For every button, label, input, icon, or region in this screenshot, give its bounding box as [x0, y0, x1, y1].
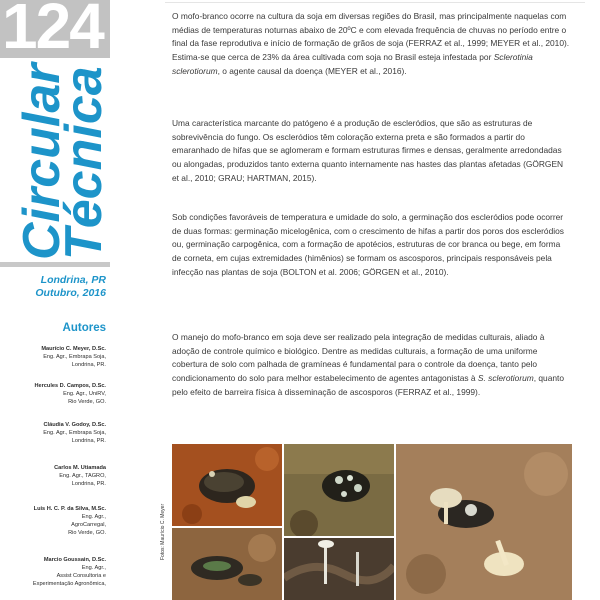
- top-rule: [165, 2, 585, 3]
- divider: [0, 262, 110, 267]
- paragraph-text: , o agente causal da doença (MEYER et al., 2016).: [217, 65, 407, 76]
- author-organization-cont: Experimentação Agronômica,: [32, 581, 106, 587]
- paragraph-text: O manejo do mofo-branco em soja deve ser realizado pela integração de medidas culturais, aliado à adoção de controle químico e biológico. Dentre as medidas culturais, a formação de uma uniforme cobertura de solo com palhada de gramíneas é fundamental para o controle da doença, tanto pelo condicionamento do solo para melhor estabelecimento de agentes antagonistas à: [172, 332, 545, 384]
- place: Londrina, PR: [40, 274, 106, 286]
- photo-credit-text: Fotos: Maurício C. Meyer: [160, 503, 166, 560]
- author-location: Londrina, PR.: [71, 481, 106, 487]
- author-organization: AgroCarregal,: [71, 522, 106, 528]
- paragraph-text: O mofo-branco ocorre na cultura da soja em diversas regiões do Brasil, mas principalmente naquelas com médias de temperaturas noturnas abaixo de 20ºC e com elevada frequência de chuvas no período entre o final da fase reprodutiva e início de formação de grãos de soja (FERRAZ et al., 1999; MEYER et al., 2010). Estima-se que cerca de 23% da área cultivada com soja no Brasil esteja infestada por: [172, 11, 570, 63]
- paragraph: [172, 331, 570, 400]
- series-title-word-1: Circular: [13, 63, 71, 260]
- author-location: Londrina, PR.: [71, 362, 106, 368]
- author-affiliation: Eng. Agr.,: [81, 565, 106, 571]
- paragraph: Uma característica marcante do patógeno é a produção de escleródios, que são as estruturas de sobrevivência do fungo. Os escleródios têm coloração externa preta e são formados a partir do emaranhado de hifas que se aglomeram e formam estruturas firmes e densas, geralmente arredondadas ou alongadas, produzidos tanto externa quanto internamente nas hastes das plantas afetadas (GÖRGEN et al., 2010; GRAU; HARTMAN, 2015).: [172, 118, 564, 183]
- author-entry: [2, 556, 106, 588]
- photo-apothecia: [396, 444, 572, 600]
- author-name: Luis H. C. P. da Silva, M.Sc.: [33, 506, 106, 512]
- photo-mycelium: [284, 538, 394, 600]
- author-entry: [2, 382, 106, 406]
- date: Outubro, 2016: [35, 287, 106, 299]
- author-location: Rio Verde, GO.: [68, 530, 106, 536]
- photo-credit: [160, 442, 170, 562]
- author-entry: [2, 505, 106, 537]
- author-affiliation: Eng. Agr.,: [81, 514, 106, 520]
- paragraph: [172, 10, 570, 79]
- author-entry: [2, 345, 106, 369]
- author-affiliation: Eng. Agr., UniRV,: [63, 391, 106, 397]
- author-name: Cláudia V. Godoy, D.Sc.: [43, 422, 106, 428]
- author-entry: [2, 421, 106, 445]
- photo-sclerotia-on-straw: [172, 528, 282, 600]
- series-title: [0, 62, 113, 262]
- photo-sclerotium-on-soil: [172, 444, 282, 526]
- publication-number: 124: [2, 0, 103, 58]
- species-name: Sclerotinia sclerotiorum: [172, 52, 533, 76]
- series-title-word-2: Técnica: [55, 66, 113, 260]
- author-entry: [2, 464, 106, 488]
- species-name: S. sclerotiorum: [477, 373, 534, 384]
- author-location: Rio Verde, GO.: [68, 399, 106, 405]
- author-affiliation: Eng. Agr., Embrapa Soja,: [43, 354, 106, 360]
- photo-collage: [172, 444, 572, 600]
- author-name: Marcio Goussain, D.Sc.: [43, 557, 106, 563]
- author-name: Carlos M. Utiamada: [54, 465, 106, 471]
- author-location: Londrina, PR.: [71, 438, 106, 444]
- photo-germinating-sclerotium: [284, 444, 394, 536]
- authors-heading: Autores: [62, 322, 106, 334]
- paragraph-text: , quanto pelo efeito de barreira física à disseminação de ascosporos (FERRAZ et al., 1999).: [172, 373, 565, 397]
- publication-number-band: [0, 0, 110, 58]
- author-affiliation: Eng. Agr., Embrapa Soja,: [43, 430, 106, 436]
- sidebar: [0, 0, 113, 600]
- author-name: Maurício C. Meyer, D.Sc.: [41, 346, 106, 352]
- author-affiliation: Eng. Agr., TAGRO,: [59, 473, 106, 479]
- paragraph: Sob condições favoráveis de temperatura e umidade do solo, a germinação dos escleródios pode ocorrer de duas formas: germinação micelogênica, com o crescimento de hifas a partir dos poros dos escleródios ou, germinação carpogênica, com a formação de apotécios, estruturas de cor branca ou bege, em forma de corneta, em cujas extremidades (himênios) se formam os ascosporos, principais responsáveis pela infecção nas plantas de soja (BOLTON et al. 2006; GÖRGEN et al., 2010).: [172, 212, 564, 277]
- author-name: Hercules D. Campos, D.Sc.: [34, 383, 106, 389]
- author-organization: Assist Consultoria e: [56, 573, 106, 579]
- place-date: [35, 274, 106, 300]
